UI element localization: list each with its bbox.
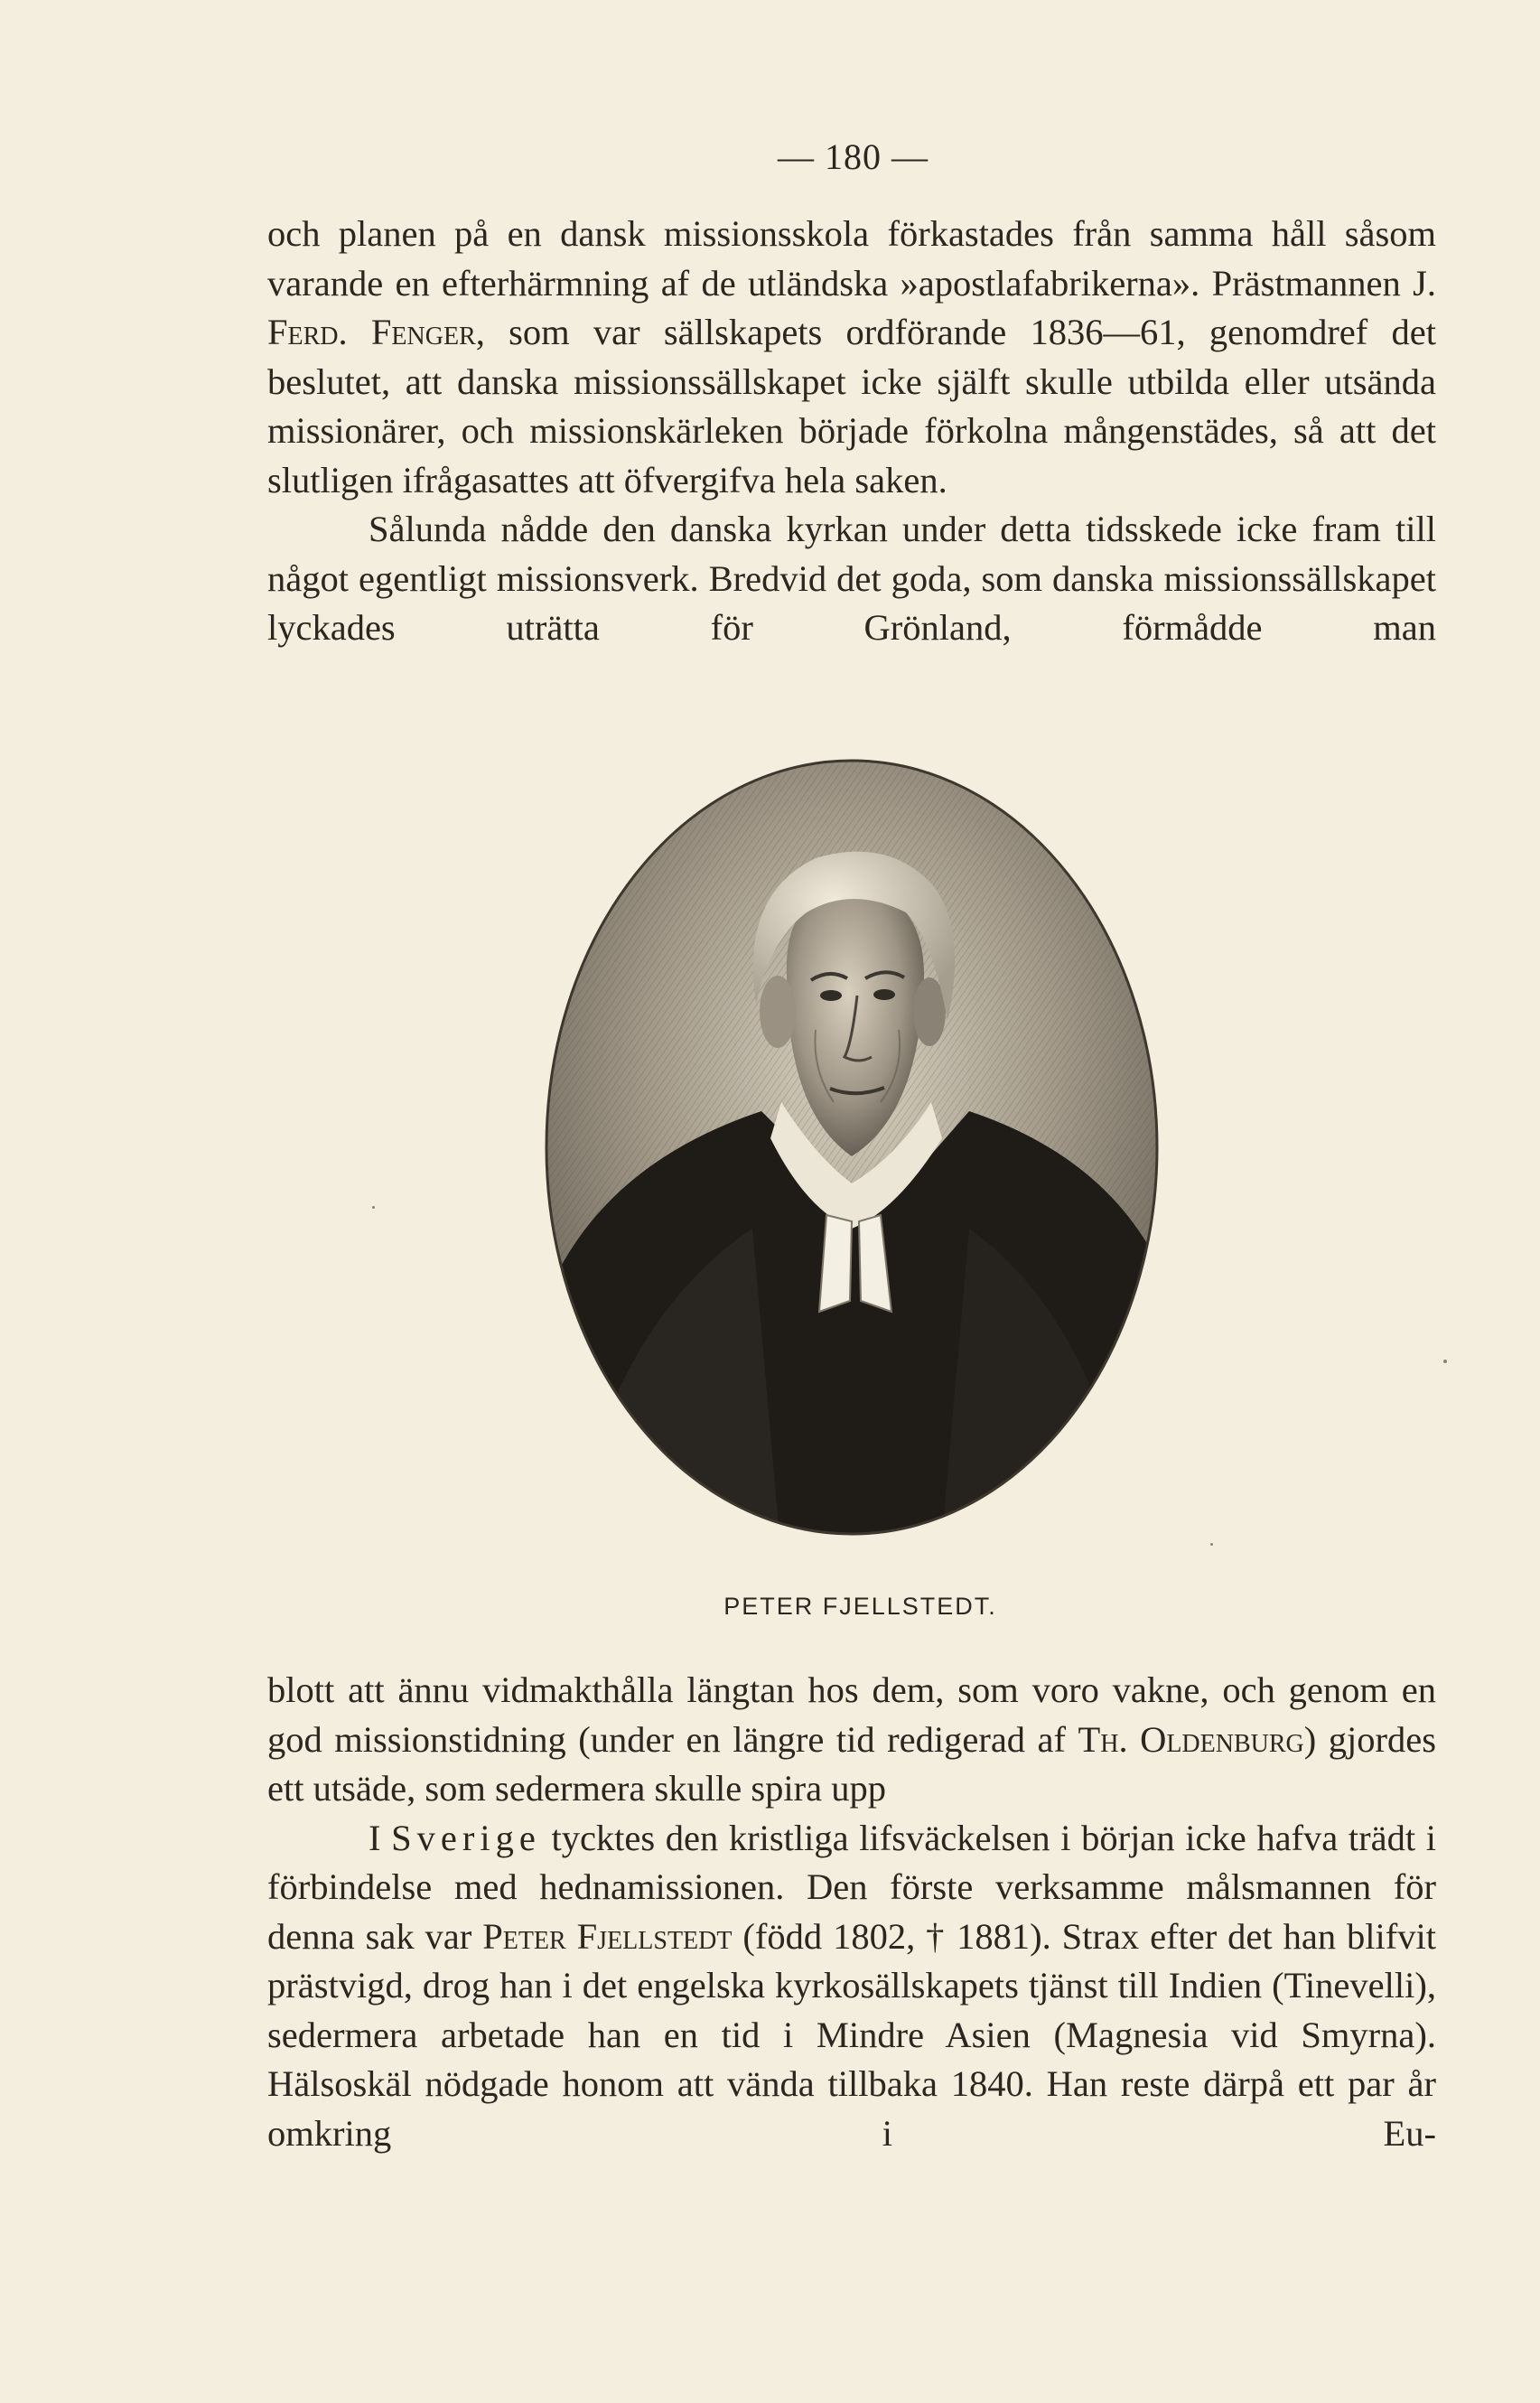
- paragraph-text: ) gjordes ett utsäde, som sedermera skulle spira upp: [267, 1718, 1436, 1809]
- paragraph-text: Sålunda nådde den danska kyrkan under detta tidsskede icke fram till något egentligt missionsverk. Bredvid det goda, som danska missionssällskapet lyckades uträtta för Grönland, förmådde man: [267, 509, 1436, 648]
- spaced-word: Sverige: [391, 1817, 541, 1858]
- page-number: — 180 —: [778, 136, 929, 177]
- paragraph-text: , som var sällskapets ordförande 1836—61, genomdref det beslutet, att danska missionssällskapet icke själft skulle utbilda eller utsända missionärer, och missionskärleken började förkolna mångenstädes, så att det slutligen ifrågasattes att öfvergifva hela saken.: [267, 312, 1436, 500]
- paragraph-text: I: [369, 1817, 392, 1858]
- paragraph-text: (född 1802, † 1881). Strax efter det han blifvit prästvigd, drog han i det engelska kyrkosällskapets tjänst till Indien (Tinevelli), sedermera arbetade han en tid i Mindre Asien (Magnesia vid Smyrna). Hälsoskäl nödgade honom att vända tillbaka 1840. Han reste därpå ett par år omkring i Eu-: [267, 1915, 1436, 2154]
- person-name: Th. Oldenburg: [1078, 1718, 1304, 1760]
- portrait-engraving: [545, 759, 1159, 1536]
- paper-speck: [372, 1206, 375, 1209]
- person-name: Peter Fjellstedt: [482, 1915, 733, 1957]
- paragraph: [267, 505, 1436, 653]
- portrait-caption: PETER FJELLSTEDT.: [723, 1593, 997, 1620]
- paragraph: [267, 1814, 1436, 2159]
- paragraph-text: blott att ännu vidmakthålla längtan hos dem, som voro vakne, och genom en god missionstidning (under en längre tid redigerad af: [267, 1669, 1436, 1760]
- paper-speck: [1210, 1543, 1213, 1546]
- paragraph-text: och planen på en dansk missionsskola förkastades från samma håll såsom varande en efterhärmning af de utländska »apostlafabrikerna». Prästmannen: [267, 213, 1436, 304]
- text-block-lower: [267, 1666, 1436, 2158]
- paragraph: [267, 210, 1436, 505]
- paragraph-text: tycktes den kristliga lifsväckelsen i början icke hafva trädt i förbindelse med hednamissionen. Den förste verksamme målsmannen för denna sak var: [267, 1817, 1436, 1957]
- paper-speck: [1443, 1360, 1447, 1363]
- paragraph: [267, 1666, 1436, 1814]
- text-block-upper: [267, 210, 1436, 653]
- person-name: J. Ferd. Fenger: [267, 262, 1436, 352]
